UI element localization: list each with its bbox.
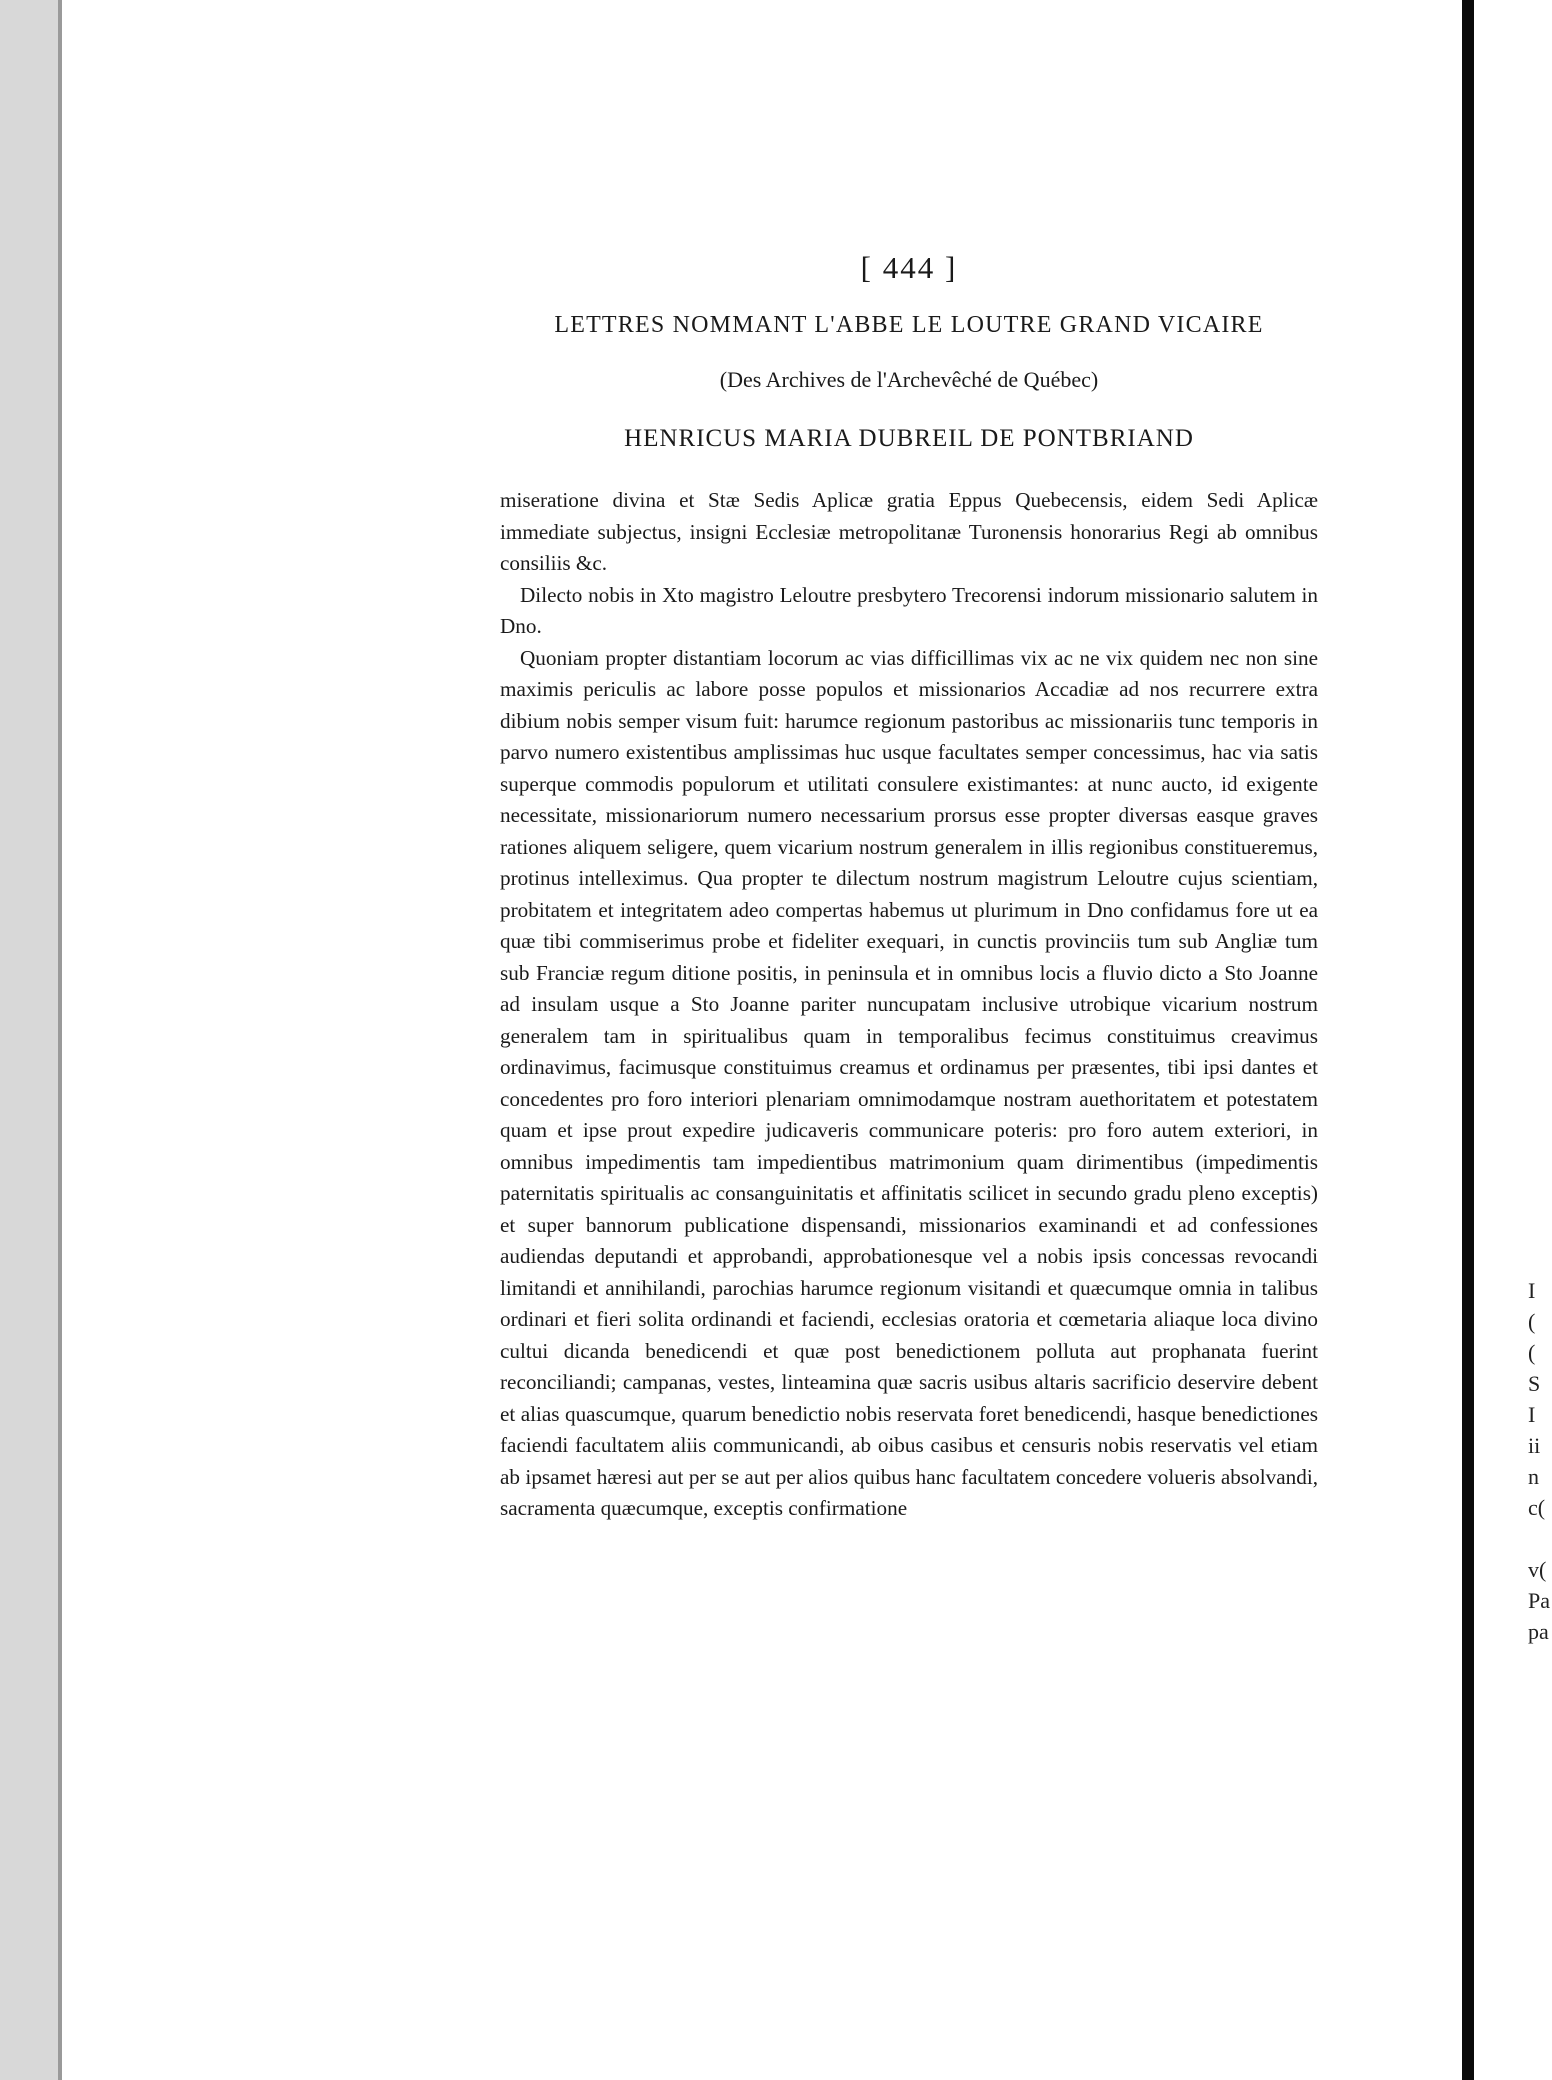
edge-fragment: pa: [1528, 1619, 1549, 1644]
edge-fragment: [1528, 1523, 1552, 1554]
edge-fragment: n: [1528, 1464, 1539, 1489]
edge-fragment: S: [1528, 1371, 1541, 1396]
edge-fragment: c(: [1528, 1495, 1546, 1520]
source-note: (Des Archives de l'Archevêché de Québec): [719, 367, 1099, 392]
next-page-strip: [1474, 0, 1552, 2080]
edge-fragment: ii: [1528, 1433, 1541, 1458]
body-paragraph-2: Dilecto nobis in Xto magistro Leloutre presbytero Trecorensi indorum missionario salutem in Dno.: [500, 582, 1318, 638]
book-gutter: [1462, 0, 1474, 2080]
edge-fragment: Pa: [1528, 1588, 1550, 1613]
document-title: LETTRES NOMMANT L'ABBE LE LOUTRE GRAND VICAIRE: [554, 312, 1264, 338]
document-page: [500, 250, 1318, 1525]
body-paragraph-1: miseratione divina et Stæ Sedis Aplicæ gratia Eppus Quebecensis, eidem Sedi Aplicæ immediate subjectus, insigni Ecclesiæ metropolitanæ Turonensis honorarius Regi ab omnibus consiliis &c.: [500, 488, 1318, 575]
previous-page-edge: [0, 0, 62, 2080]
page-number: [ 444 ]: [860, 250, 958, 285]
next-page-text-fragments: [1528, 1275, 1552, 1647]
body-paragraph-3: Quoniam propter distantiam locorum ac vias difficillimas vix ac ne vix quidem nec non sine maximis periculis ac labore posse populos et missionarios Accadiæ ad nos recurrere extra dibium nobis semper visum fuit: harumce regionum pastoribus ac missionariis tunc temporis in parvo numero existentibus amplissimas huc usque facultates semper concessimus, hac via satis superque commodis populorum et utilitati consulere existimantes: at nunc aucto, id exigente necessitate, missionariorum numero necessarium prorsus esse propter diversas easque graves rationes aliquem seligere, quem vicarium nostrum generalem in illis regionibus constitueremus, protinus intelleximus. Qua propter te dilectum nostrum magistrum Leloutre cujus scientiam, probitatem et integritatem adeo compertas habemus ut plurimum in Dno confidamus fore ut ea quæ tibi commiserimus probe et fideliter exequari, in cunctis provinciis tum sub Angliæ tum sub Franciæ regum ditione positis, in peninsula et in omnibus locis a fluvio dicto a Sto Joanne ad insulam usque a Sto Joanne pariter nuncupatam inclusive utrobique vicarium nostrum generalem tam in spiritualibus quam in temporalibus fecimus constituimus creavimus ordinavimus, facimusque constituimus creamus et ordinamus per præsentes, tibi ipsi dantes et concedentes pro foro interiori plenariam omnimodamque nostram auethoritatem et potestatem quam et ipse prout expedire judicaveris communicare poteris: pro foro autem exteriori, in omnibus impedimentis tam impedientibus matrimonium quam dirimentibus (impedimentis paternitatis spiritualis ac consanguinitatis et affinitatis scilicet in secundo gradu pleno exceptis) et super bannorum publicatione dispensandi, missionarios examinandi et ad confessiones audiendas deputandi et approbandi, approbationesque vel a nobis ipsis concessas revocandi limitandi et annihilandi, parochias harumce regionum visitandi et quæcumque omnia in talibus ordinari et fieri solita ordinandi et faciendi, ecclesias oratoria et cœmetaria aliaque loca divino cultui dicanda benedicendi et quæ post benedictionem polluta aut prophanata fuerint reconciliandi; campanas, vestes, linteamina quæ sacris usibus altaris sacrificio deservire debent et alias quascumque, quarum benedictio nobis reservata foret benedicendi, hasque benedictiones faciendi facultatem aliis communicandi, ab oibus casibus et censuris nobis reservatis vel etiam ab ipsamet hæresi aut per se aut per alios quibus hanc facultatem concedere volueris absolvandi, sacramenta quæcumque, exceptis confirmatione: [500, 645, 1318, 1520]
letter-body: [500, 485, 1318, 1525]
edge-fragment: (: [1528, 1309, 1536, 1334]
issuer-heading: HENRICUS MARIA DUBREIL DE PONTBRIAND: [624, 425, 1194, 452]
edge-fragment: I: [1528, 1278, 1536, 1303]
edge-fragment: v(: [1528, 1557, 1547, 1582]
edge-fragment: (: [1528, 1340, 1536, 1365]
edge-fragment: I: [1528, 1402, 1536, 1427]
